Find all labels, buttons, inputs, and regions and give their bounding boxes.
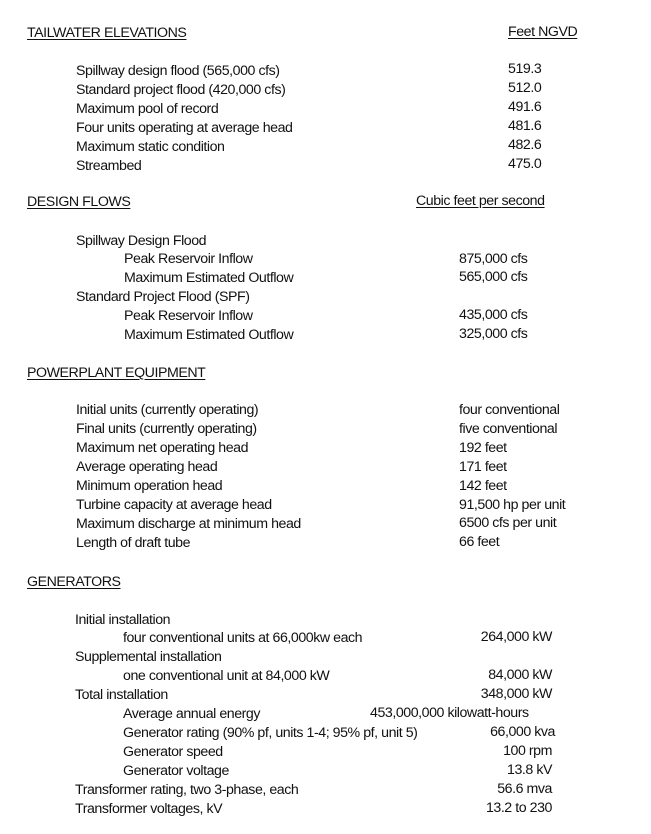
row-value: 13.8 kV	[507, 762, 552, 778]
row-value: 348,000 kW	[480, 686, 552, 702]
column-header-feet-ngvd: Feet NGVD	[508, 24, 578, 40]
row-value: 142 feet	[459, 478, 507, 494]
row-value: four conventional	[459, 402, 560, 418]
row-value: 565,000 cfs	[459, 269, 528, 285]
row-value: 192 feet	[459, 440, 507, 456]
row-value: 56.6 mva	[497, 781, 552, 797]
row-label: Generator voltage	[123, 763, 229, 779]
row-value: 100 rpm	[503, 743, 552, 759]
group-label: Spillway Design Flood	[76, 233, 207, 249]
row-value: 482.6	[508, 137, 542, 153]
row-value: 171 feet	[459, 459, 507, 475]
row-label: Generator speed	[123, 744, 223, 760]
row-value: five conventional	[459, 421, 558, 437]
row-label: Average annual energy	[123, 706, 261, 722]
row-value: 66 feet	[459, 534, 500, 550]
row-label: Maximum net operating head	[76, 440, 249, 456]
row-value: 325,000 cfs	[459, 326, 528, 342]
row-label: Supplemental installation	[75, 649, 222, 665]
row-value: 66,000 kva	[490, 724, 555, 740]
row-label: Average operating head	[76, 459, 218, 475]
row-label: Transformer voltages, kV	[75, 801, 223, 817]
row-value: 435,000 cfs	[459, 307, 528, 323]
row-label: Spillway design flood (565,000 cfs)	[76, 63, 280, 79]
column-header-cfs: Cubic feet per second	[416, 193, 545, 209]
row-label: Initial units (currently operating)	[76, 402, 259, 418]
section-heading-tailwater: TAILWATER ELEVATIONS	[27, 25, 187, 41]
row-label: Minimum operation head	[76, 478, 223, 494]
row-label: Standard project flood (420,000 cfs)	[76, 82, 286, 98]
row-value: 475.0	[508, 156, 542, 172]
row-value: 519.3	[508, 61, 542, 77]
row-label: Generator rating (90% pf, units 1-4; 95% pf, unit 5)	[123, 725, 418, 741]
row-label: four conventional units at 66,000kw each	[123, 630, 363, 646]
row-value: 84,000 kW	[488, 667, 552, 683]
row-value: 264,000 kW	[480, 629, 552, 645]
row-value: 512.0	[508, 80, 542, 96]
group-label: Standard Project Flood (SPF)	[76, 289, 250, 305]
row-label: Streambed	[76, 158, 142, 174]
row-value: 491.6	[508, 99, 542, 115]
row-label: Initial installation	[75, 612, 171, 628]
row-label: Peak Reservoir Inflow	[124, 308, 253, 324]
section-heading-design-flows: DESIGN FLOWS	[27, 194, 131, 210]
row-value: 13.2 to 230	[485, 800, 552, 816]
section-heading-generators: GENERATORS	[27, 574, 121, 590]
row-label: Four units operating at average head	[76, 120, 293, 136]
row-label: Transformer rating, two 3-phase, each	[75, 782, 299, 798]
row-label: Maximum pool of record	[76, 101, 219, 117]
row-label: Peak Reservoir Inflow	[124, 251, 253, 267]
row-value: 453,000,000 kilowatt-hours	[370, 705, 529, 721]
row-value: 6500 cfs per unit	[459, 515, 557, 531]
row-label: Total installation	[75, 687, 168, 703]
row-label: Length of draft tube	[76, 535, 191, 551]
row-value: 91,500 hp per unit	[459, 497, 566, 513]
row-label: one conventional unit at 84,000 kW	[123, 668, 330, 684]
row-value: 875,000 cfs	[459, 251, 528, 267]
row-label: Maximum Estimated Outflow	[124, 327, 294, 343]
row-value: 481.6	[508, 118, 542, 134]
row-label: Maximum static condition	[76, 139, 225, 155]
row-label: Maximum Estimated Outflow	[124, 270, 294, 286]
section-heading-powerplant: POWERPLANT EQUIPMENT	[27, 365, 206, 381]
row-label: Turbine capacity at average head	[76, 497, 272, 513]
row-label: Final units (currently operating)	[76, 421, 257, 437]
row-label: Maximum discharge at minimum head	[76, 516, 301, 532]
